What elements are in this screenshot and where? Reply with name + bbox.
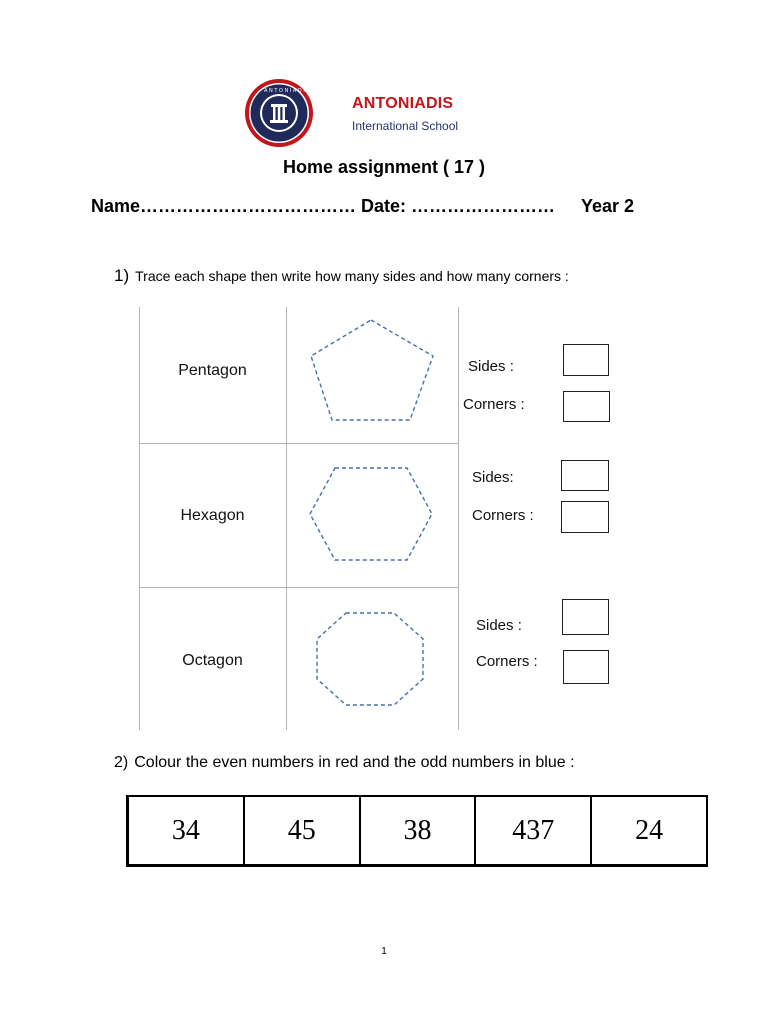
hexagon-dashed-shape <box>310 468 432 560</box>
school-name: ANTONIADIS <box>352 95 454 112</box>
number-cell[interactable]: 437 <box>476 797 592 864</box>
pentagon-corners-answer-box[interactable] <box>563 391 610 422</box>
number-cell[interactable]: 24 <box>635 814 664 846</box>
shapes-table <box>139 307 459 730</box>
pentagon-dashed-shape <box>311 320 433 420</box>
hexagon-sides-label: Sides: <box>472 469 514 486</box>
pentagon-sides-label: Sides : <box>468 358 514 375</box>
info-row <box>91 196 634 217</box>
shape-tracing-area[interactable] <box>287 307 458 730</box>
question-2-number: 2) <box>114 754 129 771</box>
question-1 <box>114 266 569 286</box>
octagon-corners-label: Corners : <box>476 653 538 670</box>
number-cell[interactable]: 45 <box>245 797 361 864</box>
number-cell[interactable]: 34 <box>129 797 245 864</box>
numbers-table <box>126 795 708 867</box>
number-cell[interactable]: 38 <box>361 797 477 864</box>
pentagon-sides-answer-box[interactable] <box>563 344 609 376</box>
question-2 <box>114 754 575 772</box>
school-logo <box>244 78 314 148</box>
page-title: Home assignment ( 17 ) <box>282 157 486 177</box>
year-label: Year 2 <box>581 196 635 216</box>
question-2-text: Colour the even numbers in red and the odd numbers in blue : <box>134 754 575 771</box>
name-field-label: Name……………………………… <box>91 196 357 216</box>
hexagon-sides-answer-box[interactable] <box>561 460 609 491</box>
pentagon-corners-label: Corners : <box>463 396 525 413</box>
shape-label-pentagon: Pentagon <box>178 362 247 379</box>
school-subtitle: International School <box>352 119 459 133</box>
svg-text:A N T O N I A D I S: A N T O N I A D I S <box>264 88 310 94</box>
question-1-number: 1) <box>114 266 130 285</box>
question-1-text: Trace each shape then write how many sides and how many corners : <box>135 268 569 284</box>
octagon-sides-answer-box[interactable] <box>562 599 609 635</box>
octagon-dashed-shape <box>317 613 423 705</box>
shape-label-hexagon: Hexagon <box>180 507 245 524</box>
hexagon-corners-answer-box[interactable] <box>561 501 609 533</box>
octagon-corners-answer-box[interactable] <box>563 650 609 684</box>
page-number: 1 <box>381 946 387 957</box>
octagon-sides-label: Sides : <box>476 617 522 634</box>
shape-label-octagon: Octagon <box>182 652 243 669</box>
hexagon-corners-label: Corners : <box>472 507 534 524</box>
date-field-label: Date: …………………… <box>361 196 556 216</box>
